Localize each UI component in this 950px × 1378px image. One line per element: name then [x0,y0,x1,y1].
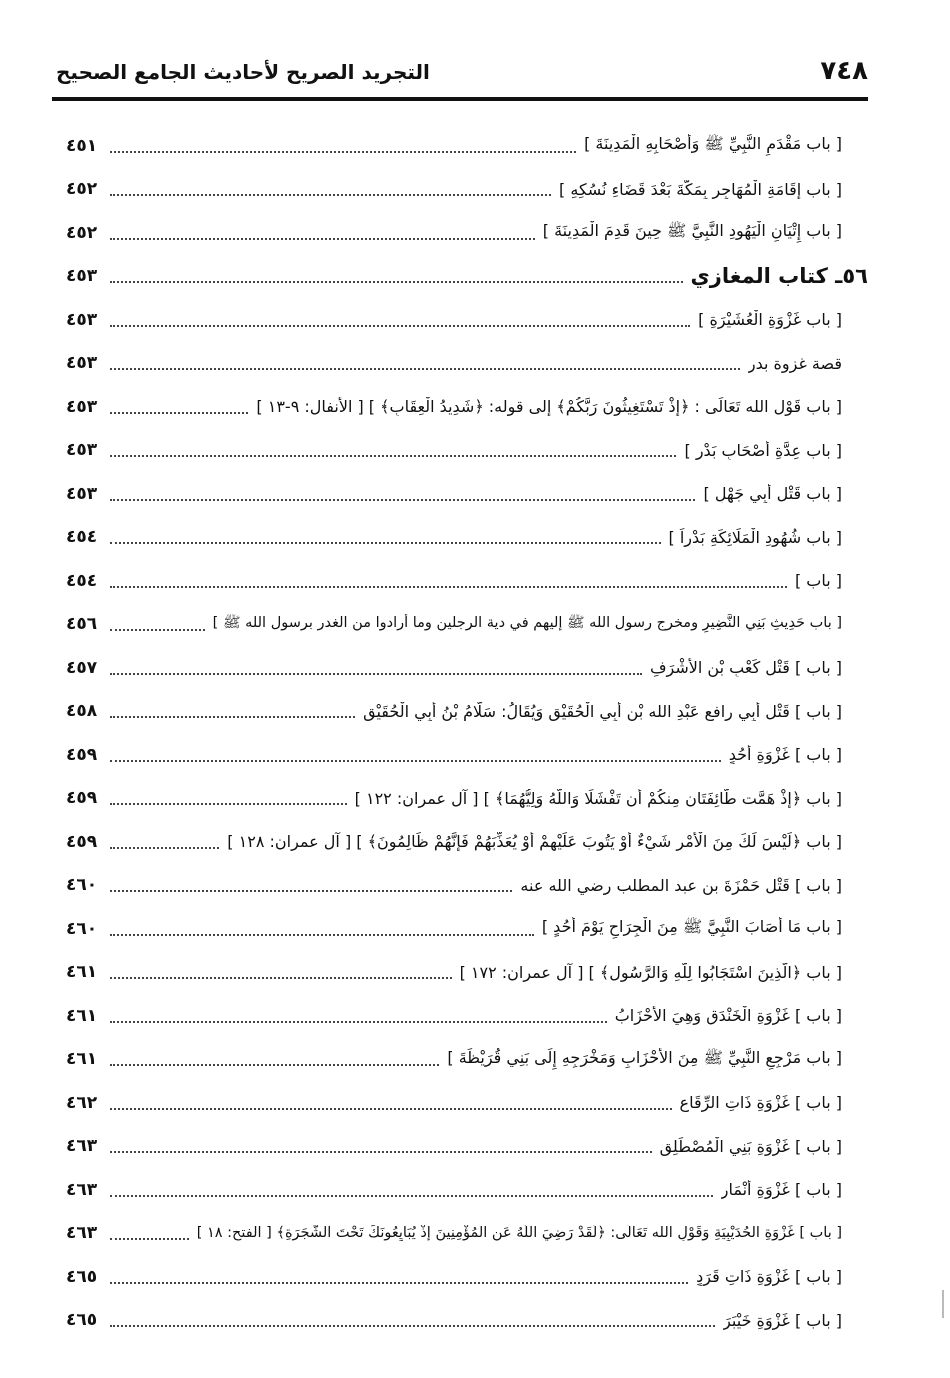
toc-dot-leader [110,1325,715,1327]
toc-entry [66,429,842,473]
toc-entry [66,994,842,1038]
toc-entry-title: [ باب ﴿إِذْ هَمَّت طَّائِفَتَانِ مِنكُمْ أَن تَفْشَلَا وَاللَّهُ وَلِيُّهُمَا﴾ ] [ آل عمران: ١٢٢ ] [354,788,842,808]
toc-page-number: ٤٥٣ [66,353,98,374]
toc-page-number: ٤٥٩ [66,831,98,852]
toc-entry-title: [ باب مَا أَصَابَ النَّبِيَّ ﷺ مِنَ الْجِرَاحِ يَوْمَ أُحُدٍ ] [541,917,842,937]
toc-entry [66,690,842,734]
toc-entry-title: [ باب ] قَتْلِ أَبِي رافع عَبْدِ الله بْنِ أَبِي الْحُقَيْقِ وَيُقَالُ: سَلَّامُ بْنُ أَبِي الْحُقَيْقِ [363,701,842,721]
toc-dot-leader [110,1238,189,1240]
toc-entry [66,646,842,690]
toc-entry-title: [ باب إِتْيَانِ الْيَهُودِ النَّبِيَّ ﷺ حِينَ قَدِمَ الْمَدِينَةَ ] [542,221,842,241]
toc-dot-leader [110,325,690,327]
toc-entry-title: [ باب ] غَزْوَةِ ذَاتِ الرِّقَاعِ [679,1093,842,1113]
toc-page-number: ٤٥٣ [66,483,98,504]
toc-page-number: ٤٦١ [66,1005,98,1026]
toc-entry [66,907,842,951]
toc-entry [66,1168,842,1212]
toc-dot-leader [110,542,661,544]
toc-page-number: ٤٥٤ [66,527,98,548]
toc-entry-title: [ باب غَزْوَةِ الْعُشَيْرَةِ ] [698,310,842,330]
toc-entry-title: [ باب قَتْلِ أَبِي جَهْلٍ ] [703,484,842,504]
toc-entry [66,603,842,647]
toc-page-number: ٤٥٣ [66,309,98,330]
toc-dot-leader [110,1195,713,1197]
toc-entry-title: [ باب مَرْجِعِ النَّبِيِّ ﷺ مِنَ الأَحْزَابِ وَمَخْرَجِهِ إِلَى بَنِي قُرَيْظَةَ ] [447,1047,842,1067]
toc-dot-leader [110,1064,439,1066]
toc-chapter-heading [66,255,868,299]
toc-dot-leader [110,412,248,414]
toc-dot-leader [110,1021,607,1023]
toc-entry-title: [ باب ] قَتْلِ كَعْبِ بْنِ الأَشْرَفِ [649,658,842,678]
toc-entry-title: [ باب ] غَزْوَةِ ذَاتِ قَرَدٍ [696,1267,842,1287]
toc-dot-leader [110,803,347,805]
toc-entry [66,211,842,255]
toc-entry [66,385,842,429]
toc-entry [66,342,842,386]
toc-page-number: ٤٦٠ [66,918,98,939]
toc-page-number: ٤٦١ [66,1049,98,1070]
toc-dot-leader [110,151,576,153]
margin-mark [942,1290,944,1318]
toc-entry [66,1212,842,1256]
toc-entry-title: [ باب ﴿لَيْسَ لَكَ مِنَ الْأَمْرِ شَيْءٌ أَوْ يَتُوبَ عَلَيْهِمْ أَوْ يُعَذِّبَهُمْ فَإِنَّهُمْ ظَالِمُونَ﴾ ] [ آل عمران: ١٢٨ ] [227,832,842,852]
table-of-contents [66,124,868,1342]
toc-entry [66,1081,842,1125]
toc-dot-leader [110,499,695,501]
toc-entry [66,777,842,821]
toc-dot-leader [110,194,551,196]
toc-dot-leader [110,455,676,457]
toc-entry-title: [ باب قَوْلِ الله تَعَالَى : ﴿إِذْ تَسْتَغِيثُونَ رَبَّكُمْ﴾ إلى قوله: ﴿شَدِيدُ الْعِقَابِ﴾ ] [ الأنفال: ٩-١٣ ] [256,397,842,417]
header-rule [52,97,868,101]
toc-dot-leader [110,934,534,936]
page-number: ٧٤٨ [820,56,868,86]
toc-page-number: ٤٥٣ [66,396,98,417]
toc-dot-leader [110,1151,652,1153]
toc-entry [66,559,842,603]
toc-entry-title: [ باب ] غَزْوَةِ خَيْبَرَ [723,1310,842,1330]
running-title: التجريد الصريح لأحاديث الجامع الصحيح [56,60,430,84]
toc-entry [66,1299,842,1343]
toc-entry [66,1125,842,1169]
toc-entry-title: [ باب ] غَزْوَةِ أَنْمَارٍ [720,1180,842,1200]
toc-page-number: ٤٥٤ [66,570,98,591]
toc-entry-title: [ باب عِدَّةِ أَصْحَابِ بَدْرٍ ] [684,440,842,460]
toc-entry-title: [ باب ﴿الَّذِينَ اسْتَجَابُوا لِلَّهِ وَالرَّسُولِ﴾ ] [ آل عمران: ١٧٢ ] [459,962,842,982]
toc-entry-title: [ باب إِقَامَةِ الْمُهَاجِرِ بِمَكَّةَ بَعْدَ قَضَاءِ نُسُكِهِ ] [559,179,842,199]
toc-dot-leader [110,1282,688,1284]
toc-entry [66,864,842,908]
page-header [52,48,868,98]
toc-page-number: ٤٦١ [66,962,98,983]
toc-dot-leader [110,629,205,631]
toc-dot-leader [110,1108,672,1110]
toc-entry [66,1038,842,1082]
toc-entry [66,733,842,777]
toc-dot-leader [110,890,512,892]
toc-entry [66,298,842,342]
toc-page-number: ٤٥٢ [66,222,98,243]
toc-page-number: ٤٦٠ [66,875,98,896]
toc-entry-title: [ باب حَدِيثِ بَنِي النَّضِيرِ ومخرج رسول الله ﷺ إليهم في دية الرجلين وما أرادوا من الغدر برسول الله ﷺ ] [212,614,842,631]
toc-page-number: ٤٥١ [66,135,98,156]
toc-page-number: ٤٥٢ [66,179,98,200]
toc-entry [66,951,842,995]
toc-entry-title: [ باب ] [794,571,842,591]
toc-entry [66,820,842,864]
toc-page-number: ٤٥٩ [66,788,98,809]
toc-page-number: ٤٥٧ [66,657,98,678]
toc-entry [66,124,842,168]
toc-page-number: ٤٥٨ [66,701,98,722]
toc-entry [66,472,842,516]
toc-page-number: ٤٥٣ [66,266,98,287]
toc-dot-leader [110,977,452,979]
toc-entry-title: قصة غزوة بدر [747,353,842,373]
toc-page-number: ٤٦٣ [66,1179,98,1200]
toc-entry-title: [ باب ] قَتْلِ حَمْزَةَ بن عبد المطلب رضي الله عنه [520,875,842,895]
toc-entry-title: [ باب مَقْدَمِ النَّبِيِّ ﷺ وَأَصْحَابِهِ الْمَدِينَةَ ] [584,134,842,154]
toc-dot-leader [110,847,219,849]
toc-page-number: ٤٦٥ [66,1310,98,1331]
toc-entry-title: [ باب ] غَزْوَةِ أُحُدٍ [728,745,842,765]
toc-entry-title: [ باب شُهُودِ الْمَلَائِكَةِ بَدْراً ] [668,527,842,547]
toc-page-number: ٤٥٦ [66,614,98,635]
toc-page-number: ٤٦٣ [66,1136,98,1157]
toc-entry-title: ٥٦ـ كتاب المغازي [690,264,868,289]
toc-dot-leader [110,716,355,718]
toc-entry [66,168,842,212]
toc-dot-leader [110,368,740,370]
toc-entry-title: [ باب ] غَزْوَةِ الْحُدَيْبِيَةِ وَقَوْلِ الله تَعَالَى: ﴿لَقَدْ رَضِيَ اللَّهُ عَنِ الْمُؤْمِنِينَ إِذْ يُبَايِعُونَكَ تَحْتَ الشَّجَرَةِ﴾ [ الفتح: ١٨ ] [196,1225,842,1242]
toc-dot-leader [110,238,535,240]
toc-entry-title: [ باب ] غَزْوَةِ الْخَنْدَقِ وَهِيَ الأَحْزَابُ [614,1006,842,1026]
toc-dot-leader [110,281,683,283]
toc-page-number: ٤٥٣ [66,440,98,461]
toc-page-number: ٤٦٣ [66,1223,98,1244]
toc-entry [66,1255,842,1299]
toc-dot-leader [110,673,642,675]
toc-entry [66,516,842,560]
toc-dot-leader [110,586,787,588]
toc-dot-leader [110,760,721,762]
toc-page-number: ٤٦٢ [66,1092,98,1113]
toc-page-number: ٤٦٥ [66,1266,98,1287]
toc-entry-title: [ باب ] غَزْوَةِ بَنِي الْمُصْطَلِقِ [659,1136,842,1156]
toc-page-number: ٤٥٩ [66,744,98,765]
